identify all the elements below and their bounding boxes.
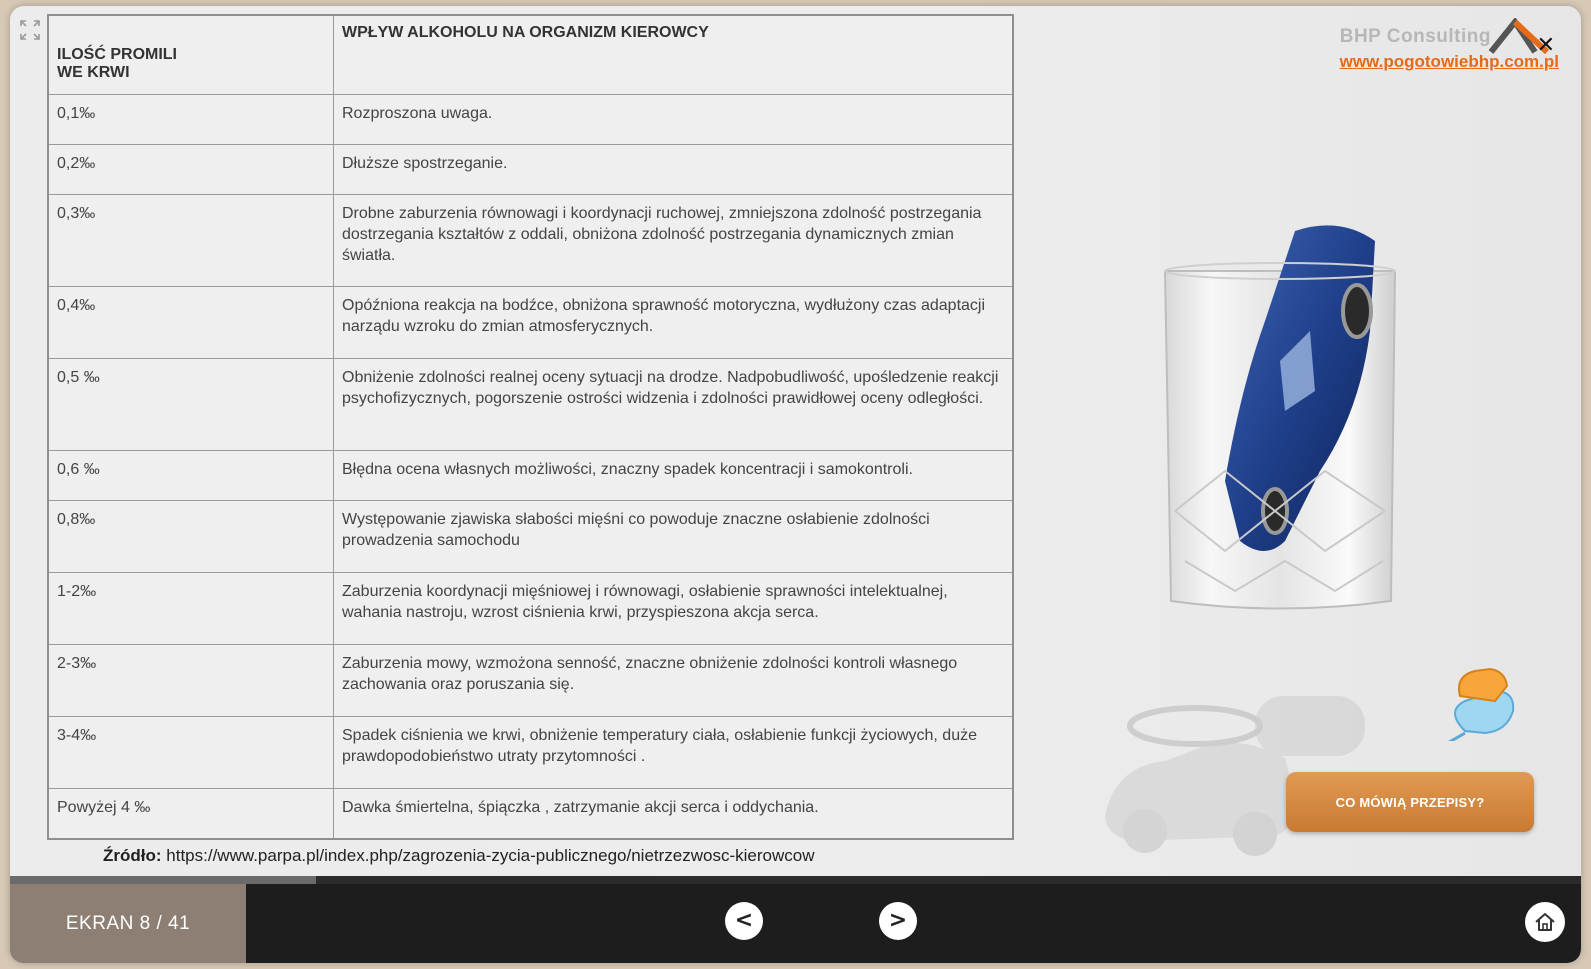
effect-description-cell: Rozproszona uwaga. xyxy=(334,95,1014,145)
effect-description-cell: Opóźniona reakcja na bodźce, obniżona sprawność motoryczna, wydłużony czas adaptacji narządu wzroku do zmian atmosferycznych. xyxy=(334,287,1014,359)
effect-description-cell: Zaburzenia mowy, wzmożona senność, znaczne obniżenie zdolności kontroli własnego zachowania oraz poruszania się. xyxy=(334,645,1014,717)
source-label: Źródło: xyxy=(103,846,162,865)
previous-button[interactable]: < xyxy=(725,902,763,940)
course-window xyxy=(10,6,1581,963)
header-level-text: ILOŚĆ PROMILI WE KRWI xyxy=(57,46,177,81)
logo-name: BHP Consulting xyxy=(1339,26,1491,47)
table-row xyxy=(48,359,1013,451)
logo-url[interactable]: www.pogotowiebhp.com.pl xyxy=(1339,52,1559,71)
table-row xyxy=(48,451,1013,501)
screen-counter: EKRAN 8 / 41 xyxy=(10,884,246,963)
header-effect xyxy=(334,15,1014,95)
progress-fill xyxy=(10,876,316,884)
effect-description-cell: Zaburzenia koordynacji mięśniowej i równowagi, osłabienie sprawności intelektualnej, wahania nastroju, wzrost ciśnienia krwi, przyspieszona akcja serca. xyxy=(334,573,1014,645)
table-row xyxy=(48,145,1013,195)
table-row xyxy=(48,645,1013,717)
table-row xyxy=(48,287,1013,359)
mouse-hand-icon xyxy=(1435,661,1525,741)
bac-level-cell: 0,2‰ xyxy=(48,145,334,195)
effect-description-cell: Występowanie zjawiska słabości mięśni co powoduje znaczne osłabienie zdolności prowadzenia samochodu xyxy=(334,501,1014,573)
source-url[interactable]: https://www.parpa.pl/index.php/zagrozenia-zycia-publicznego/nietrzezwosc-kierowcow xyxy=(166,846,815,865)
effect-description-cell: Dawka śmiertelna, śpiączka , zatrzymanie akcji serca i oddychania. xyxy=(334,789,1014,839)
table-body xyxy=(48,95,1013,839)
effect-description-cell: Spadek ciśnienia we krwi, obniżenie temperatury ciała, osłabienie funkcji życiowych, duże prawdopodobieństwo utraty przytomności . xyxy=(334,717,1014,789)
table-header-row xyxy=(48,15,1013,95)
effect-description-cell: Dłuższe spostrzeganie. xyxy=(334,145,1014,195)
bac-level-cell: 0,5 ‰ xyxy=(48,359,334,451)
effect-description-cell: Drobne zaburzenia równowagi i koordynacji ruchowej, zmniejszona zdolność postrzegania dostrzegania kształtów z oddali, obniżona zdolność postrzegania dynamicznych zmian światła. xyxy=(334,195,1014,287)
bac-level-cell: 0,3‰ xyxy=(48,195,334,287)
home-button[interactable] xyxy=(1525,902,1565,942)
bottom-navigation-bar xyxy=(10,884,1581,963)
bac-level-cell: 1-2‰ xyxy=(48,573,334,645)
bac-level-cell: 0,8‰ xyxy=(48,501,334,573)
header-effect-text: WPŁYW ALKOHOLU NA ORGANIZM KIEROWCY xyxy=(342,24,709,41)
regulations-button[interactable]: CO MÓWIĄ PRZEPISY? xyxy=(1286,772,1534,832)
bac-level-cell: 3-4‰ xyxy=(48,717,334,789)
table-row xyxy=(48,789,1013,839)
bac-level-cell: 2-3‰ xyxy=(48,645,334,717)
car-keys-illustration xyxy=(1095,666,1435,866)
bac-level-cell: 0,1‰ xyxy=(48,95,334,145)
bac-level-cell: Powyżej 4 ‰ xyxy=(48,789,334,839)
table-row xyxy=(48,95,1013,145)
bac-level-cell: 0,6 ‰ xyxy=(48,451,334,501)
source-line xyxy=(103,846,814,866)
company-logo xyxy=(1299,16,1559,76)
close-icon[interactable]: ✕ xyxy=(1536,32,1555,57)
table-row xyxy=(48,195,1013,287)
table-row xyxy=(48,717,1013,789)
effect-description-cell: Błędna ocena własnych możliwości, znaczny spadek koncentracji i samokontroli. xyxy=(334,451,1014,501)
next-button[interactable]: > xyxy=(879,902,917,940)
table-row xyxy=(48,573,1013,645)
fullscreen-icon[interactable] xyxy=(18,18,42,42)
header-level xyxy=(48,15,334,95)
glass-car-illustration xyxy=(1145,211,1425,621)
progress-bar xyxy=(10,876,1581,884)
alcohol-effects-table xyxy=(47,14,1014,840)
effect-description-cell: Obniżenie zdolności realnej oceny sytuacji na drodze. Nadpobudliwość, upośledzenie reakcji psychofizycznych, pogorszenie ostrości widzenia i zdolności prawidłowej oceny odległości. xyxy=(334,359,1014,451)
table-row xyxy=(48,501,1013,573)
home-icon xyxy=(1525,902,1565,942)
bac-level-cell: 0,4‰ xyxy=(48,287,334,359)
